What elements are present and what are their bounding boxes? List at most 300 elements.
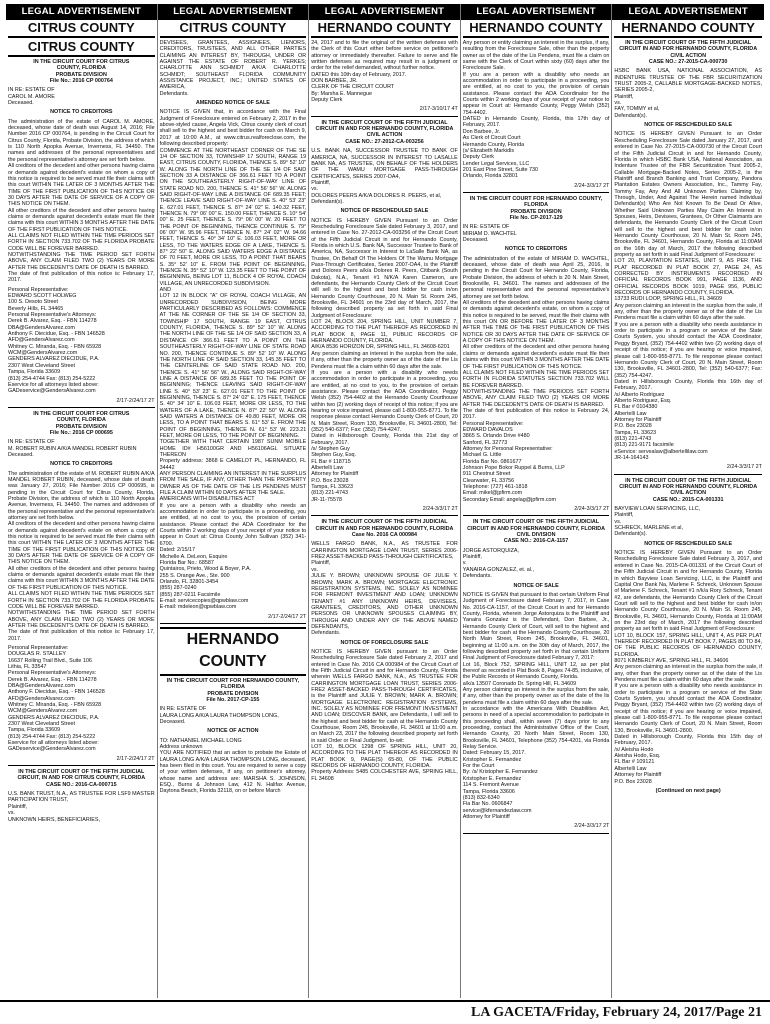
notice-text: Dated in Hillsborough County, Florida this 15th day of February, 2017. [614,734,762,747]
notice-text: TOGETHER WITH THAT CERTAIN 1987 SUNM MOBILE HOME ID# H56100GR AND H56106AGL SITUATE THEREON [159,439,307,458]
notice-text: As Clerk of Circuit Court [462,135,521,142]
notice-text: IN THE CIRCUIT COURT OF THE FIFTH JUDICIAL CIRCUIT IN AND FOR HERNANDO COUNTY, FLORIDA [619,40,758,53]
notice-block [8,471,155,642]
notice-text: (813) 254-4744 Fax: (813) 254-5222 [8,375,96,382]
notice-text: YOU ARE NOTIFIED that an action to probate the Estate of LAURA LONG A/K/A LAURA THOMPSON LONG, deceased, has been filed in this court. You are required to serve a copy of your written defenses, if any, on petitioner's attorney, whose name and address are: MARSHA S. JOHNSON, ESQ., Burns & Johnson Law, 412 N. Halifax Avenue, Daytona Beach, Florida 32118, on or before March [159,750,307,795]
notice-text: 3865 S. Orlando Drive #480 [462,433,530,440]
county-heading: HERNANDO COUNTY [311,21,458,38]
notice-text: vs. [614,518,622,525]
notice-text: P.O. Box 23028 [614,423,652,430]
notice-text: Anthony F. Diecidue, Esq. - FBN 146528 [8,689,105,696]
notice-block [311,218,458,503]
footer-text: LA GACETA/Friday, February 24, 2017/Page 21 [470,1005,762,1020]
notice-divider [463,192,610,193]
notice-text: In accordance with the Americans With Disabilities Act, persons in need of a special accommodation to participate in this proceeding shall, within seven (7) days prior to any proceeding, contact the Administrative Office of the Court, Hernando County, 20 North Main Street, Room 130, Brooksville, FL 34601, Telephone (352) 754-4201, via Florida Relay Service. [462,706,610,751]
notice-block [311,40,458,103]
notice-text: Personal Representative: [8,644,69,651]
notice-text: AMERICANS WITH DISABILITIES ACT [159,496,255,503]
notice-text: Defendants. [311,630,341,637]
notice-text: NOTWITHSTANDING THE TIME PERIOD SET FORTH ABOVE, ANY CLAIM FILED TWO (2) YEARS OR MORE AFTER THE DECEDENT'S DATE OF DEATH IS BARRED. [8,251,155,271]
notice-text: File No.: 2016 CP 000764 [49,78,113,85]
notice-text: Johnson Pope Bokor Ruppel & Burns, LLP [462,465,565,471]
notice-text: DON BARBEE, JR. [311,78,358,85]
notice-text: 24, 2017 and to file the original of the written defenses with the Clerk of this Court either before service on petitioner's attorney or immediately thereafter. Failure to serve and file written defenses as required may result in a judgment or order for the relief demanded, without further notice. [311,40,458,72]
notice-text: (813) 254-4744 Fax: (813) 254-5222 [8,733,96,740]
notice-text: Whitney C. Miranda, Esq. - FBN 65928 [8,702,102,708]
notice-text: eService: servealaw@albertellilaw.com [614,448,708,455]
notice-text: NOTICE IS GIVEN that, in accordance with the Final Judgment of Foreclosure entered on February 2, 2017 in the above-styled cause, Angela Vick, Citrus county clerk of court shall sell to the highest and best bidder for cash on March 9, 2017 at 10:00 A.M., at www.citrus.realforeclose.com, the following described property: [159,109,307,148]
notice-block [311,541,458,636]
notice-text: Dated in Hillsborough County, Florida this 21st day of February, 2017. [311,433,458,446]
notice-text: File No. CP-2017-129 [509,214,563,221]
notice-text: 2/17-3/10/17 4T [419,106,458,113]
notice-text: Plaintiff, [614,512,634,519]
notice-text: The date of first publication of this notice is: February 17, 2017. [8,629,155,642]
legal-advertisement-header: LEGAL ADVERTISEMENT [461,4,612,20]
notice-text: Secondary Email: angelag@jpfirm.com [462,496,557,503]
notice-text: Defendant(s). [614,112,648,119]
notice-text: GADeservice@GendersAlvarez.com [8,388,96,395]
notice-text: Fla Bar No. 0606847 [462,801,513,808]
notice-block [311,120,458,145]
notice-text: AFD@GendersAlvarez.com [8,337,75,344]
notice-text: (Continued on next page) [655,787,721,794]
notice-text: IN RE: ESTATE OF [8,87,55,94]
notice-text: DATED this 10th day of February, 2017. [311,71,407,78]
notice-text: Florida Bar No. 0861677 [462,458,522,465]
notice-text: Albertelli Law [311,465,344,471]
notice-text: JR-14-164143 [614,455,649,461]
notice-text: ALL CLAIMS NOT FILED WITHIN THE TIME PERIODS SET FORTH IN FLORIDA STATUTES SECTION 733.702 WILL BE FOREVER BARRED. [462,369,610,389]
notice-block [614,478,762,503]
notice-divider [160,623,307,624]
notice-text: IN THE CIRCUIT COURT OF THE FIFTH JUDICIAL CIRCUIT, IN AND FOR CITRUS COUNTY, FLORIDA [17,769,146,782]
notice-text: 2/24-3/3/17 2T [726,464,762,471]
notice-text: Dated: February 15, 2017. [462,750,526,757]
notice-text: ALL CLAIMS NOT FILED WITHIN THE TIME PERIODS SET FORTH IN SECTION 733.702 OF THE FLORIDA PROBATE CODE WILL BE FOREVER BARRED. [8,232,155,252]
notice-text: NOTICE OF SALE [513,582,559,589]
notice-text: Sanford, FL 32773 [462,439,508,446]
notice-text: If you are a person with a disability who needs an accommodation in order to participate in a proceeding, you are entitled, at no cost to you, the provision of certain assistance. Please contact the ADA Coordinator for the Courts within 2 working days of your receipt of your notice to appear in Court at: Citrus County John Sullivan (352) 341-6700. [159,502,307,547]
notice-block [8,119,155,284]
legal-column-1 [6,4,158,998]
notice-text: Personal Representative's Attorneys: [8,312,97,319]
notice-text: Tampa, Florida 33606 [462,788,515,795]
notice-block [8,756,155,762]
legal-advertisement-header: LEGAL ADVERTISEMENT [309,4,460,20]
notice-text: Tampa, FL 33623 [311,484,353,491]
notice-text: (s/ Elizabeth Markidis [462,147,515,154]
notice-text: CIVIL DIVISION [516,532,556,539]
notice-text: All creditors of the decedent and other persons having claims or demands against decedent's estate, on whom a copy of this notice is required to be served, must file their claims with this court ON OR BEFORE THE LATER OF 3 MONTHS AFTER THE TIME OF THE FIRST PUBLICATION OF THIS NOTICE OR 30 DAYS AFTER THE DATE OF SERVICE OF A COPY OF THIS NOTICE ON THEM. [462,300,610,345]
notice-text: a/k/a 13507 Coronado Dr. Spring Hill, FL 34609 [462,680,577,687]
legal-column-3 [309,4,461,998]
notice-text: P.O. Box 23028 [311,477,349,484]
notice-text: MIRIAM D. WACHTEL [462,230,517,237]
notice-text: (855) 287-0211 Facsimile [159,591,221,598]
notice-text: DOLORES PEERS A/K/A DOLORES R. PEERS, et al, [311,192,442,199]
notice-block [8,87,155,106]
notice-text: CAROL M. AMORE [8,93,55,100]
notice-block [8,287,155,395]
notice-text: Tampa, Florida 33609 [8,369,61,376]
notice-text: If you are a person with a disability who needs an accommodation in order to participate in a proceeding, you are entitled, at no cost to you, the provision of certain assistance. Please contact the ADA Coordinator for the Courts within 2 working days of your receipt of your notice to appear in Court at: Hernando County, Peggy Welsh (352) 754-4402. [462,71,610,116]
notice-text: NOTICE IS GIVEN that pursuant to that certain Uniform Final Judgment of Foreclosure dated February 7, 2017, in Case No. 2016-CA-1157, of the Circuit Court in and for Hernando County, Florida, wherein Jorge Astorquiza is the Plaintiff and Yanaira Gonzalez is the Defendant, Don Barbee, Jr., Hernando County Clerk of Court, will sell to the highest and best bidder for cash at the Hernando County Courthouse, 20 North Main Street, Room 245, Brooksville, FL 34601, beginning at 11:00 a.m. on the 30th day of March, 2017, the following described property set forth in that certain Uniform Final Judgment of Foreclosure dated February 7, 2017: [462,591,610,662]
notice-text: Eservice for all attorneys listed above: [8,740,99,747]
notice-text: NOTICE IS HEREBY GIVEN Pursuant to an Order Rescheduling Foreclosure Sale dated February 3, 2017, and entered in Case No. 2015-CA-001331 of the Circuit Court of the Fifth Judicial Circuit in and for Hernando County, Florida in which Bayview Loan Servicing, LLC, is the Plaintiff and Capital One Bank Na, Marlene F. Schreck, Unknown Spouse of Marlene F. Schreck, Tenant #1 n/k/a Rory Schreck, Tenant #2, are defendants, the Hernando County Clerk of the Circuit Court will sell to the highest and best bidder for cash in/on Hernando County Courthouse, 20 N. Main St. Room 245, Brooksville, FL 34601, Hernando County, Florida at 11:00AM on the 23rd day of March, 2017 the following described property as set forth in said Final Judgment of Foreclosure: [614,550,762,633]
notice-text: Any person claiming an interest in the surplus from the sale, if any, other than the property owner as of the date of the Lis Pendens must file a claim within 60 days after the sale. [614,664,762,683]
notice-text: COUNTY, FLORIDA [56,417,106,424]
notice-text: Kristopher E. Fernandez [462,775,522,782]
notice-text: (813) 221-4743 [614,435,652,442]
notice-text: Attorney for Plaintiff [614,416,662,423]
notice-text: IN THE CIRCUIT COURT OF THE FIFTH JUDICIAL CIRCUIT IN AND FOR HERNANDO COUNTY, FLORIDA [315,519,454,532]
notice-text: COMMENCE AT THE NORTHEAST CORNER OF THE SE 1/4 OF SECTION 33, TOWNSHIP 17 SOUTH, RANGE 19 EAST, CITRUS COUNTY, FLORIDA, THENCE S. 89° 52' 10" W. ALONG THE NORTH LINE OF THE SE 1/4 OF SAID SECTION 33 A DISTANCE OF 366.61 FEET TO A POINT ON THE SOUTHEASTERLY RIGHT-OF-WAY LINE OF STATE ROAD NO. 200, THENCE S. 41° 56' 56" W. ALONG SAID RIGHT-OF-WAY LINE A DISTANCE OF 689.35 FEET; THENCE LEAVE SAID RIGHT-OF-WAY LINE S. 40° 53' 23" E. 627.01 FEET, THENCE S. 87° 24' 02" E. 140.32 FEET, THENCE N. 79° 06' 00" E. 150.00 FEET, THENCE S. 10° 54' 00" E. 25 FEET, THENCE S. 79° 06' 00" W. 20 FEET TO THE POINT OF BEGINNING, THENCE CONTINUE S. 79° 06' 00" W. 95.96 FEET, THENCE N. 87° 24' 02" W. 94.66 FEET, THENCE S. 40° 34' 10" E. 106.03 FEET, MORE OR LESS, TO THE WATERS EDGE OF A LAKE, THENCE S. 87° 22' 50" E. ALONG SAID WATERS EDGE A DISTANCE OF 70 FEET, MORE OR LESS, TO A POINT THAT BEARS S. 35° 52' 10" E. FROM THE POINT OF BEGINNING, THENCE N. 35° 52' 10" W. 123.35 FEET TO THE POINT OF BEGINNING, BEING LOT 11, BLOCK 4 OF ROYAL COACH VILLAGE, AN UNRECORDED SUBDIVISION. [159,147,307,287]
notice-block [463,196,610,221]
notice-divider [463,833,610,834]
notice-text: DEVISEES, GRANTEES, ASSIGNEES, LIENORS, CREDITORS, TRUSTEES, AND ALL OTHER PARTIES CLAIMING AN INTEREST BY, THROUGH, UNDER OR AGAINST THE ESTATE OF ROBERT R. YERKES; CHARLOTTE ANN SCHMIDT A/K/A CHARLOTTE SCHMIDT; SOUTHEAST FLORIDA COMMUNITY ASSISTANCE PROJECT, INC.; UNITED STATES OF AMERICA, [159,40,307,91]
notice-block [8,645,155,753]
notice-text: IN THE CIRCUIT COURT OF THE FIFTH JUDICIAL CIRCUIT IN AND FOR HERNANDO COUNTY, FLORIDA [467,519,605,532]
notice-text: EDWARD DAVALOS [462,426,513,433]
notice-text: IN RE: ESTATE OF [8,439,55,446]
county-heading: HERNANDO COUNTY [160,627,307,676]
notice-block [311,649,458,782]
county-heading: HERNANDO COUNTY [463,21,610,38]
notice-block [614,40,762,65]
notice-text: The administration of the estate of CAROL M. AMORE, deceased, whose date of death was August 14, 2016; File Number 2016 CP 000764, is pending in the Circuit Court for Citrus County, Florida, Probate Division, the address of which is 110 North Apopka Avenue, Inverness, FL 34450. The names and addresses of the personal representatives and the personal representative's attorney are set forth below. [8,118,155,163]
notice-text: E-mail: mdeleon@qpwblaw.com [159,604,237,611]
notice-block [8,398,155,404]
notice-text: Orlando, FL 32801-3454 [159,578,219,585]
notice-block [463,592,610,820]
notice-text: HSBC BANK USA, NATIONAL ASSOCIATION, AS INDENTURE TRUSTEE OF THE FBR SECURITIZATION TRUST 2005-2, CALLABLE MORTGAGE-BACKED NOTES, SERIES 2005-2, [614,68,762,94]
notice-text: Quintairos, Prieto, Wood & Boyer, P.A. [159,566,252,573]
notice-text: NOTICE OF FORECLOSURE SALE [340,639,429,646]
notice-text: vs. [311,566,319,573]
notice-text: Plaintiff, [311,179,331,186]
notice-text: SCHRECK, MARLENE et al, [614,525,683,532]
notice-text: Hernando County, Florida [462,141,525,148]
legal-column-5 [612,4,764,998]
notice-text: IN THE CIRCUIT COURT FOR HERNANDO COUNTY, FLORIDA [469,195,603,209]
notice-text: All creditors of the decedent and other persons having claims or demands against decedent's estate on whom a copy of this notice is required to be served must file their claims with this court WITHIN THE LATER OF 3 MONTHS AFTER THE TIME OF THE FIRST PUBLICATION OF THIS NOTICE OR 30 DAYS AFTER THE DATE OF SERVICE OF A COPY OF THIS NOTICE ON THEM. [8,521,155,566]
notice-text: Eservice for all attorneys listed above: [8,381,99,388]
notice-divider [8,765,155,766]
notice-block [8,411,155,436]
notice-text: Michelle A. DeLeon, Esquire [159,553,228,560]
notice-text: Plaintiff, [462,554,482,561]
county-heading: CITRUS COUNTY [8,21,155,38]
notice-text: DOUGLAS R. STALLEY [8,651,67,658]
notice-text: Aleisha Hodo, Esq. [614,753,661,760]
notice-block [311,106,458,112]
notice-text: TO: NATHANIEL MICHAEL LONG [159,737,242,744]
notice-text: LOT 10, BLOCK 1298 OF SPRING HILL, UNIT 20, ACCORDING TO THE PLAT THEREOF AS RECORDED IN PLAT BOOK 9, PAGE(S) 65-80, OF THE PUBLIC RECORDS OF HERNANDO COUNTY, FLORIDA. [311,744,458,770]
notice-text: 2/17-2/24/17 2T [116,397,155,404]
notice-block [614,68,762,119]
notice-text: NOTICE TO CREDITORS [504,246,568,253]
notice-text: U.S. BANK NA, SUCCESSOR TRUSTEE TO BANK OF AMERICA, NA, SUCCESSOR IN INTEREST TO LASALLE BANK NA, AS TRUSTEE, ON BEHALF OF THE HOLDERS OF THE WAMU MORTGAGE PASS-THROUGH CERTIFICATES, SERIES 2007-OA4, [311,148,458,180]
notice-text: IN THE CIRCUIT COURT FOR HERNANDO COUNTY, FLORIDA [166,677,300,691]
notice-text: 2307 West Cleveland Street [8,721,76,728]
notice-text: Personal Representative: [8,286,69,293]
notice-text: FL Bar # 109121 [614,759,655,766]
notice-divider [311,116,458,117]
notice-text: WCM@GendersAlvarez.com [8,708,78,715]
notice-text: /s/ Aleisha Hodo [614,746,654,753]
notice-text: NOTICE TO CREDITORS [50,461,113,468]
notice-block [160,706,307,725]
notice-text: /s/ Alberto Rodriguez [614,391,665,398]
notice-text: Any person claiming an interest in the surplus from the sale, if any, other than the property owner as of the date of the Lis Pendens must file a claim within 60 days after the sale. [311,350,458,370]
notice-text: Defendants. [159,90,189,97]
notice-text: CLERK OF THE CIRCUIT COURT [311,84,395,91]
notice-block [614,131,762,461]
notice-text: CASE NO.: 27-2015-CA-000730 [648,59,728,66]
notice-text: NOTWITHSTANDING THE TIME PERIODS SET FORTH ABOVE, ANY CLAIM FILED TWO (2) YEARS OR MORE AFTER THE DECEDENT'S DATE OF DEATH IS BARRED. [462,388,610,408]
notice-block [311,519,458,538]
notice-text: Attorney for Plaintiff [311,471,359,478]
notice-text: 2/24-3/3/17 2T [574,182,610,189]
notice-text: Attorney for Plaintiff [614,772,662,779]
legal-advertisement-header: LEGAL ADVERTISEMENT [158,4,309,20]
notice-text: GADeservice@GendersAlvarez.com [8,746,96,753]
notice-text: Email: mikel@jpfirm.com [462,490,523,497]
notice-text: All other creditors of the decedent and other persons having claims or demands against decedent's estate must file their claims with this court WITHIN 3 MONTHS AFTER THE DATE OF THE FIRST PUBLICATION OF THIS NOTICE. [8,207,155,233]
notice-block [8,769,155,788]
notice-block [463,548,610,580]
notice-text: LOT 12 IN BLOCK "A" OF ROYAL COACH VILLAGE, AN UNRECORDED SUBDIVISION, BEING MORE PARTICULARLY DESCRIBED AS FOLLOWS: COMMENCE AT THE NE CORNER OF THE SE 1/4 OF SECTION 33, TOWNSHIP 17 SOUTH, RANGE 19 EAST, CITRUS COUNTY, FLORIDA, THENCE S. 89° 52' 10" W. ALONG THE NORTH LINE OF THE SE 1/4 OF SAID SECTION 33, A DISTANCE OF 366.61 FEET TO A POINT ON THE SOUTHEASTERLY RIGHT-OF-WAY LINE OF STATE ROAD NO. 200, THENCE CONTINUE S. 89° 52' 10" W. ALONG THE NORTH LINE OF SAID SECTION 33, 145.35 FEET TO THE CENTERLINE OF SAID STATE ROAD NO. 200, THENCE S. 41° 56' 56" W., ALONG SAID RIGHT-OF-WAY LINE A DISTANCE OF 689.35 FEET TO THE POINT OF BEGINNING; THENCE LEAVING SAID RIGHT-OF-WAY LINE S. 40° 53' 23" E. 627.01 FEET TO THE POINT OF BEGINNING, THENCE S. 87° 24' 02" E. 175 FEET, THENCE S. 40° 34' 10" E. 106.03 FEET, MORE OR LESS, TO THE WATERS OF A LAKE, THENCE N. 87° 22' 50" W. ALONG SAID WATERS A DISTANCE OF 49.80 FEET, MORE OR LESS, TO A POINT THAT BEARS S. 61° 53' E. FROM THE POINT OF BEGINNING, THENCE N. 61° 53' W. 223.21 FEET, MORE OR LESS, TO THE POINT OF BEGINNING. [159,293,307,439]
notice-text: LOT 10, BLOCK 157, SPRING HILL, UNIT 4, AS PER PLAT THEREOF RECORDED IN PLAT BOOK 7, PAGES 80 TO 84, OF THE PUBLIC RECORDS OF HERNANDO COUNTY, FLORIDA. [614,632,762,658]
notice-block [311,506,458,512]
notice-text: (855) 287-0240 [159,585,197,592]
notice-block [160,678,307,703]
notice-text: FL Bar # 118715 [311,458,351,465]
county-heading: HERNANDO COUNTY [614,21,762,38]
notice-text: Case No. 2016 CA 000984 [351,532,418,539]
legal-column-2 [158,4,310,998]
notice-block [160,40,307,97]
notice-text: 2/17-2/24/17 2T [116,755,155,762]
notice-text: Plaintiff, [614,93,634,100]
notice-text: Deceased. [462,236,489,243]
notice-text: The administration of the estate of MIRIAM D. WACHTEL, deceased, whose date of death was April 25, 2016, is pending in the Circuit Court for Hernando County, Florida, Probate Division, the address of which is 20 N. Main Street, Brooksville, FL 34601. The names and addresses of the personal representative and the personal representative's attorney are set forth below. [462,255,610,300]
notice-text: (813) 221-9171 facsimile [614,442,674,449]
notice-text: AFD@GendersAlvarez.com [8,695,75,702]
notice-text: Lithia, FL 33547 [8,663,47,670]
legal-advertisement-header: LEGAL ADVERTISEMENT [6,4,157,20]
notice-text: If you are a person with a disability who needs assistance in order to participate in a program or service of the State Courts System, you should contact the ADA Coordinator, Peggy Bryant, (352) 754-4402 within two (2) working days of receipt of this notice; if you are hearing or voice impaired, please call 1-800-955-8771. To file response please contact Hernando County Clerk of Court, 20 N. Main Street, Room 130, Brooksville, FL 34601-2800, Tel: (352) 540-6377; Fax: (352) 754-4247. [614,321,762,379]
notice-text: Plaintiff, [311,560,331,567]
notice-text: 911 Chestnut Street [462,471,511,478]
notice-text: E-mail: servicecopies@qpwblaw.com [159,597,249,604]
notice-text: PROBATE DIVISION [55,71,107,78]
notice-text: LOT 24, BLOCK 204, SPRING HILL, UNIT NUMBER 7, ACCORDING TO THE PLAT THEREOF AS RECORDED IN PLAT BOOK 8, PAGE 11, PUBLIC RECORDS OF HERNANDO COUNTY, FLORIDA. [311,319,458,345]
notice-text: 8071 KIMBERLY AVE, SPRING HILL, FL 34606 [614,657,729,664]
notice-text: JR-11-75578 [311,496,342,503]
notice-divider [8,407,155,408]
notice-block [463,224,610,243]
notice-text: Whitney C. Miranda, Esq. - FBN 65928 [8,343,102,350]
notice-block [463,183,610,189]
notice-text: 2/24-3/3/17 2T [574,823,610,830]
notice-text: Deputy Clerk [311,97,343,104]
notice-text: Albertelli Law [614,410,647,417]
notice-block [8,791,155,823]
notice-text: Any person claiming an interest in the surplus from the sale, if any, other than the property owner as of the date of the Lis Pendens must file a claim within 60 days after the sale. [614,302,762,322]
notice-text: IN THE CIRCUIT COURT FOR CITRUS [33,59,130,65]
notice-text: ALL CLAIMS NOT FILED WITHIN THE TIME PERIODS SET FORTH IN SECTION 733.702 OF THE FLORIDA PROBATE CODE WILL BE FOREVER BARRED. [8,591,155,610]
notice-text: Attorney for Personal Representative: [462,445,553,452]
notice-text: CIVIL ACTION [366,132,403,139]
notice-text: NOTWITHSTANDING THE TIME PERIOD SET FORTH ABOVE, ANY CLAIM FILED TWO (2) YEARS OR MORE AFTER THE DECEDENT'S DATE OF DEATH IS BARRED. [8,610,155,629]
notice-text: CASE NO.: 2016-CA-1157 [503,538,569,545]
notice-text: Attorney for Plaintiff [462,813,510,820]
notice-block [614,464,762,470]
notice-text: LOT 20, PLANTATION ESTATES, UNIT 9, AS PER THE PLAT RECORDED IN PLAT BOOK 27, PAGE 24, AS CORRECTED BY INSTRUMENTS RECORDED IN OFFICIAL RECORDS BOOK 991, PAGE 1136, AND OFFICIAL RECORDS BOOK 1019, PAGE 956, PUBLIC RECORDS OF HERNANDO COUNTY, FLORIDA. [614,258,762,297]
notice-text: NOTICE OF RESCHEDULED SALE [644,540,733,547]
notice-text: 2/24-3/3/17 2T [574,506,610,513]
notice-text: CASE NO.: 2016-CA-000715 [45,781,117,788]
notice-text: JULIE Y. BROWN; UNKNOWN SPOUSE OF JULIE Y. BROWN; MARK A. BROWN; MORTGAGE ELECTRONIC REGISTRATION SYSTEMS, INC. SOLELY AS NOMINEE FOR FREMONT INVESTMENT AND LOAN; UNKNOWN TENANT #1 ANY UNKNOWN HEIRS, DEVISEES, GRANTEES, CREDITORS, AND OTHER UNKNOWN PERSONS OR UNKNOWN SPOUSES CLAIMING BY, THROUGH AND UNDER ANY OF THE ABOVE NAMED DEFENDANTS, [311,573,458,630]
notice-text: Deceased. [159,719,186,725]
notice-text: 2/17-2/24/17 2T [268,613,307,620]
notice-text: Alberto Rodriguez, Esq. [614,397,672,404]
notice-block [8,439,155,458]
notice-text: If you are a person with a disability who needs accommodation in order to participate in a proceeding, you are entitled, at no cost to you, to the provision of certain assistance. Please contact the ADA Coordinator, Peggy Welsh (352) 754-4402 at the Hernando County Courthouse within two (2) working days of receipt of this notice; if you are hearing or voice impaired, please call 1-800-955-8771. To file response please contact Hernando County Clerk of Court, 20 N. Main Street, Room 130, Brooksville, FL 34601-2800, Tel: (352) 540-6377; Fax: (352) 754-4247. [311,369,458,433]
notice-text: 114 S. Fremont Avenue [462,782,519,789]
notice-text: CASE NO.: 2015-CA-001331 [652,496,724,503]
notice-text: P.O. Box 23028 [614,778,652,785]
notice-text: NOTICE IS HEREBY GIVEN pursuant to an Order Rescheduling Foreclosure Sale dated February 2, 2017 and entered in Case No. 2016 CA 000984 of the Circuit Court of the Fifth Judicial Circuit in and for Hernando County, Florida wherein WELLS FARGO BANK, N.A., AS TRUSTEE FOR CARRINGTON MORTGAGE LOAN TRUST, SERIES 2006-FRE2 ASSET-BACKED PASS-THROUGH CERTIFICATES, is the Plaintiff and JULIE Y. BROWN; MARK A. BROWN; MORTGAGE ELECTRONIC REGISTRATION SYSTEMS, INC. SOLELY AS NOMINEE FOR FREMONT INVESTMENT AND LOAN; DISCOVER BANK, are Defendants, I will sell to the highest and best bidder for cash at the Hernando County Courthouse, Room 245, Brooksville, FL 34601 at 11:00 a.m. on March 23, 2017 the following described property set forth in said Order or Final Judgment, to-wit: [311,648,458,744]
notice-text: NOTICE OF RESCHEDULED SALE [340,208,429,215]
notice-text: YANAIRA GONZALEZ, et. al., [462,566,534,573]
notice-text: The date of first publication of this notice is: February 17, 2017. [8,271,155,284]
notice-text: Dated in Hillsborough County, Florida this 16th day of February, 2017. [614,378,762,392]
notice-text: UNKNOWN HEIRS, BENEFICIARIES, [8,816,100,823]
notice-text: IN RE: ESTATE OF [159,706,207,713]
notice-text: IN THE CIRCUIT COURT FOR CITRUS [33,410,130,417]
notice-text: GENDERS ALVAREZ DIECIDUE, P.A. [8,714,100,721]
county-heading: CITRUS COUNTY [160,21,307,38]
notice-text: vs. [614,100,622,107]
notice-block [463,506,610,512]
notice-text: AMENDED NOTICE OF SALE [195,100,270,107]
notice-text: A/K/A 8536 HORIZON DR, SPRING HILL, FL 34608-6201 [311,344,450,351]
notice-text: 2307 West Cleveland Street [8,362,76,369]
notice-divider [463,515,610,516]
notice-text: All other creditors of the decedent and other persons having claims or demands against decedent's estate must file their claims with this court WITHIN 3 MONTHS AFTER THE DATE OF THE FIRST PUBLICATION OF THIS NOTICE. [462,344,610,370]
notice-text: Clearwater, FL 33756 [462,477,515,484]
notice-text: Orlando, Florida 32801 [462,173,518,180]
notice-text: The date of first publication of this notice is February 24, 2017. [462,407,610,421]
notice-text: (813) 832-6340 [462,794,500,801]
notice-text: 16637 Rolling Trail Blvd., Suite 106 [8,657,92,664]
notice-text: By: /s/ Kristopher E. Fernandez [462,769,538,776]
notice-text: Tampa, FL 33623 [614,429,657,436]
notice-text: Plaintiff, [8,803,28,810]
notice-text: ANY PERSON CLAIMING AN INTEREST IN THE SURPLUS FROM THE SALE, IF ANY, OTHER THAN THE PROPERTY OWNER AS OF THE DATE OF THE LIS PENDENS MUST FILE A CLAIM WITHIN 60 DAYS AFTER THE SALE. [159,471,307,497]
notice-text: Albertelli Law [614,765,647,772]
notice-text: CASE NO.: 27-2012-CA-003256 [345,138,424,145]
notice-text: Property Address: 5485 COLCHESTER AVE, SPRING HILL, FL 34608 [311,769,458,782]
notice-text: WCM@GendersAlvarez.com [8,350,78,357]
notice-block [160,109,307,610]
notice-text: Derek B. Alvarez, Esq. - FBN 114278 [8,318,97,325]
notice-text: IN THE CIRCUIT COURT OF THE FIFTH JUDICIAL CIRCUIT IN AND FOR HERNANDO COUNTY, FLORIDA [315,119,454,133]
notice-text: CIVIL ACTION [670,490,706,497]
notice-text: Tampa, Florida 33609 [8,727,61,734]
notice-text: NOTICE TO CREDITORS [50,109,113,116]
notice-text: v. [462,560,467,567]
notice-text: Anthony F. Diecidue, Esq. - FBN 146528 [8,331,105,338]
page-footer [0,1000,770,1024]
notice-text: Don Barbee, Jr. [462,128,501,135]
notice-text: NOTICE OF ACTION [207,728,259,735]
notice-text: All creditors of the decedent and other persons having claims or demands against decedent's estate on whom a copy of this notice is required to be served must file their claims with this court WITHIN THE LATER OF 3 MONTHS AFTER THE TIME OF THE FIRST PUBLICATION OF THIS NOTICE OR 30 DAYS AFTER THE DATE OF SERVICE OF A COPY OF THIS NOTICE ON THEM. [8,163,155,208]
notice-text: DBA@GendersAlvarez.com [8,324,75,331]
notice-text: NOTICE IS HEREBY GIVEN Pursuant to an Order Rescheduling Foreclosure Sale dated January 27, 2017, and entered in Case No. 27-2015-CA-000730 of the Circuit Court of the Fifth Judicial Circuit in and for Hernando County, Florida in which HSBC Bank USA, National Association, as Indenture Trustee of the FBR Securitization Trust 2005-2, Callable Mortgage-Backed Notes, Series 2005-2, is the Plaintiff and Branch Banking and Trust Company, Pandora Plantation Estates Owners Association, Inc., Tammy Fay, Tommy Fay, Any And All Unknown Parties Claiming by, Through, Under, And Against The Herein named Individual Defendant(s) Who Are Not Known To Be Dead Or Alive, Whether Said Unknown Parties May Claim An Interest in Spouses, Heirs, Devisees, Grantees, Or Other Claimants are defendants, the Hernando County Clerk of the Circuit Court will sell to the highest and best bidder for cash in/on Hernando County Courthouse, 20 N. Main St. Room 245, Brooksville, FL 34601, Hernando County, Florida at 11:00AM on the 16th day of March, 2017 the following described property as set forth in said Final Judgment of Foreclosure: [614,131,762,258]
notice-text: Any person or entity claiming an interest in the surplus, if any, resulting from the Foreclosure Sale, other than the property owner as of the date of the Lis Pendens, must file a claim on same with the Clerk of Court within sixty (60) days after the Foreclosure Sale. [462,40,610,72]
notice-text: DATED in Hernando County, Florida, this 17th day of February, 2017. [462,116,610,129]
notice-text: Property address: 3868 E CAMELOT PL, HERNANDO, FL 34442 [159,458,307,471]
notice-text: LAURA LONG A/K/A LAURA THOMPSON LONG, [159,712,279,719]
legal-columns [6,4,764,998]
notice-text: File No. 2017-CP-155 [206,696,260,703]
notice-text: Stephen Guy, Esq. [311,452,357,459]
notice-text: AND [159,287,171,294]
notice-text: IN RE: ESTATE OF [462,224,510,231]
notice-text: Address unknown [159,744,203,751]
notice-block [614,506,762,538]
notice-text: Florida Bar No.: 68587 [159,559,214,566]
notice-text: Lot 16, Block 752, SPRING HILL, UNIT 12, as per plat thereof as recorded in Plat Book 8, Pages 74-85, inclusive, of the Public Records of Hernando County, Florida. [462,661,610,681]
notice-block [8,59,155,84]
notice-text: If you are a person with a disability who needs assistance in order to participate in a program or service of the State Courts System, you should contact the ADA Coordinator, Peggy Bryant, (352) 754-4402 within two (2) working days of receipt of this notice; if you are hearing or voice impaired, please call 1-800-955-8771. To file response please contact Hernando County Clerk of Court, 20 N. Main Street, Room 130, Brooksville, FL 34601-2800. [614,683,762,734]
notice-block [160,614,307,620]
notice-text: FAY, TOMMY et al, [614,106,660,113]
notice-text: /s/ Stephen Guy [311,445,350,452]
notice-text: Telephone: (727) 461-1818 [462,484,528,491]
legal-advertisement-header: LEGAL ADVERTISEMENT [612,4,764,20]
notice-text: Lender Legal Services, LLC [462,160,530,167]
notice-text: service@kfernandezlaw.com [462,807,532,814]
notice-text: Beverly Hills, FL 34465 [8,305,64,312]
notice-text: Personal Representative's Attorneys: [8,670,97,677]
notice-text: PROBATE DIVISION [510,208,562,215]
notice-text: 2/24-3/3/17 2T [422,506,458,513]
notice-text: 201 East Pine Street, Suite 730 [462,166,539,173]
notice-text: Deceased. [8,451,34,458]
notice-text: By: Marsha E. Mannegue [311,90,373,97]
notice-text: Derek B. Alvarez, Esq. - FBN 114278 [8,676,97,683]
notice-text: FL Bar # 0104380 [614,404,658,411]
notice-block [463,519,610,544]
notice-text: All other creditors of the decedent and other persons having claims or demands against decedent's estate must file their claims with this court WITHIN 3 MONTHS AFTER THE DATE OF THE FIRST PUBLICATION OF THIS NOTICE. [8,565,155,591]
notice-block [463,40,610,180]
notice-block [614,550,762,785]
notice-text: GENDERS ALVAREZ DIECIDUE, P.A. [8,356,100,363]
notice-text: NOTICE OF RESCHEDULED SALE [644,122,733,129]
notice-text: EDWARD SCOTT HOLWEG [8,293,77,300]
notice-text: Defendant(s). [311,198,344,205]
notice-text: PROBATE DIVISION [55,423,107,430]
notice-text: File No.: 2016 CP 000695 [49,429,113,436]
notice-text: DBA@GendersAlvarez.com [8,682,75,689]
notice-text: PROBATE DIVISION [207,690,259,697]
notice-text: Personal Representative: [462,420,524,427]
